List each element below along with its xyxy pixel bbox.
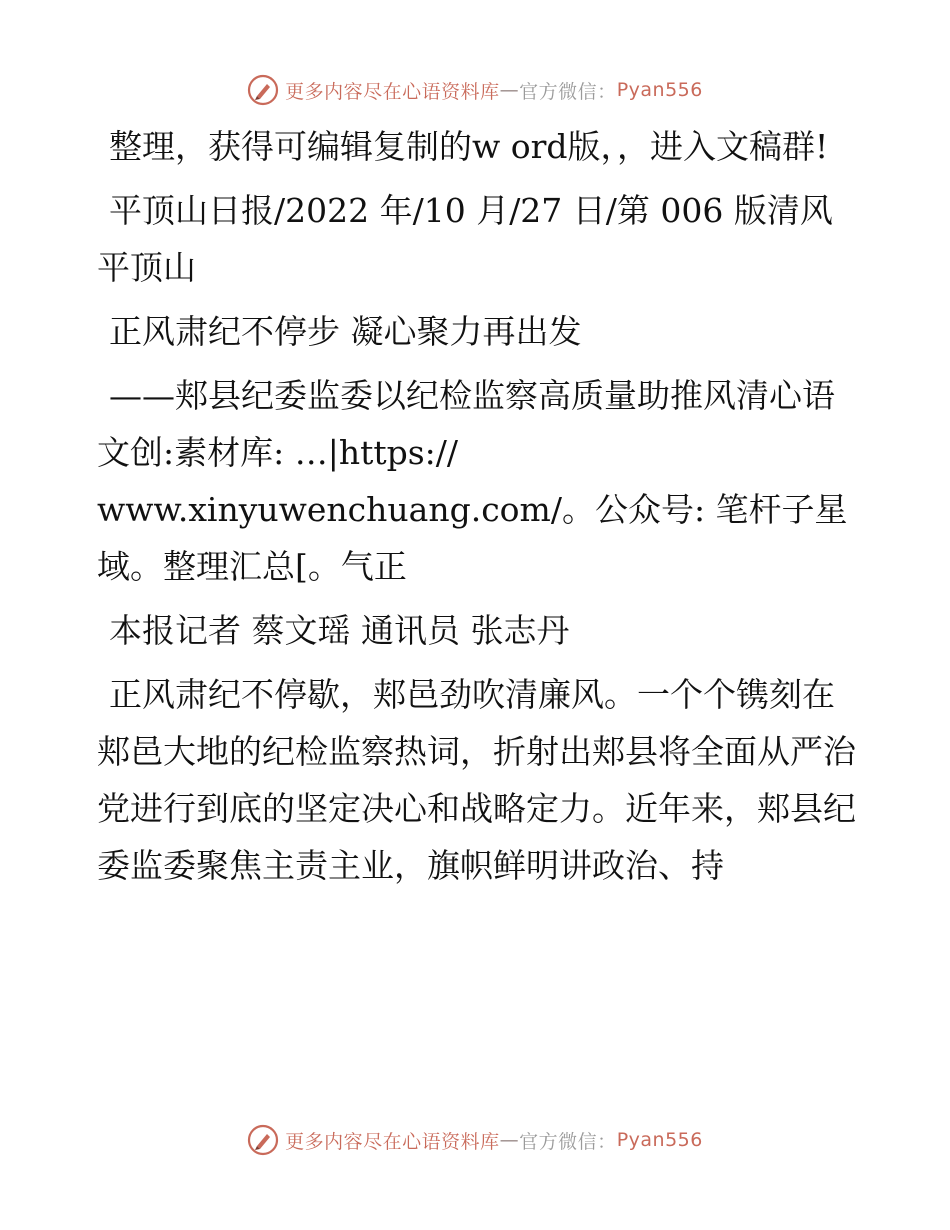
paragraph-body-text: 正风肃纪不停歇，郏邑劲吹清廉风。一个个镌刻在郏邑大地的纪检监察热词，折射出郏县将全面从严治党进行到底的坚定决心和战略定力。近年来，郏县纪委监委聚焦主责主业，旗帜鲜明讲政治、持 bbox=[97, 675, 856, 885]
byline-text: 本报记者 蔡文瑶 通讯员 张志丹 bbox=[109, 611, 570, 650]
article-title-text: 正风肃纪不停步 凝心聚力再出发 bbox=[109, 312, 582, 351]
article-subtitle-text: ——郏县纪委监委以纪检监察高质量助推风清心语文创:素材库: …|https:// bbox=[97, 376, 835, 472]
paragraph-source-text: 平顶山日报/2022 年/10 月/27 日/第 006 版清风平顶山 bbox=[97, 191, 833, 287]
pen-emblem-icon bbox=[247, 1124, 279, 1156]
article-subtitle-continuation: www.xinyuwenchuang.com/。公众号: 笔杆子星域。整理汇总[。气正 bbox=[97, 490, 848, 586]
banner-wechat-label: 官方微信： bbox=[519, 80, 617, 103]
header-banner bbox=[0, 70, 950, 110]
banner-text: 更多内容尽在心语资料库 bbox=[285, 1130, 500, 1153]
paragraph-body bbox=[97, 666, 857, 894]
document-body bbox=[97, 118, 857, 901]
footer-banner bbox=[0, 1120, 950, 1160]
banner-wechat-label: 官方微信： bbox=[519, 1130, 617, 1153]
pen-emblem-icon bbox=[247, 74, 279, 106]
banner-separator: — bbox=[499, 1129, 520, 1151]
article-subtitle bbox=[97, 367, 857, 595]
article-title bbox=[97, 303, 857, 360]
banner-text: 更多内容尽在心语资料库 bbox=[285, 80, 500, 103]
paragraph-intro bbox=[97, 118, 857, 175]
byline bbox=[97, 602, 857, 659]
banner-wechat-id: Pyan556 bbox=[616, 1129, 703, 1151]
paragraph-source bbox=[97, 182, 857, 296]
banner-wechat-id: Pyan556 bbox=[616, 79, 703, 101]
paragraph-intro-text: 整理，获得可编辑复制的w ord版，，进入文稿群! bbox=[109, 127, 829, 166]
banner-separator: — bbox=[499, 79, 520, 101]
